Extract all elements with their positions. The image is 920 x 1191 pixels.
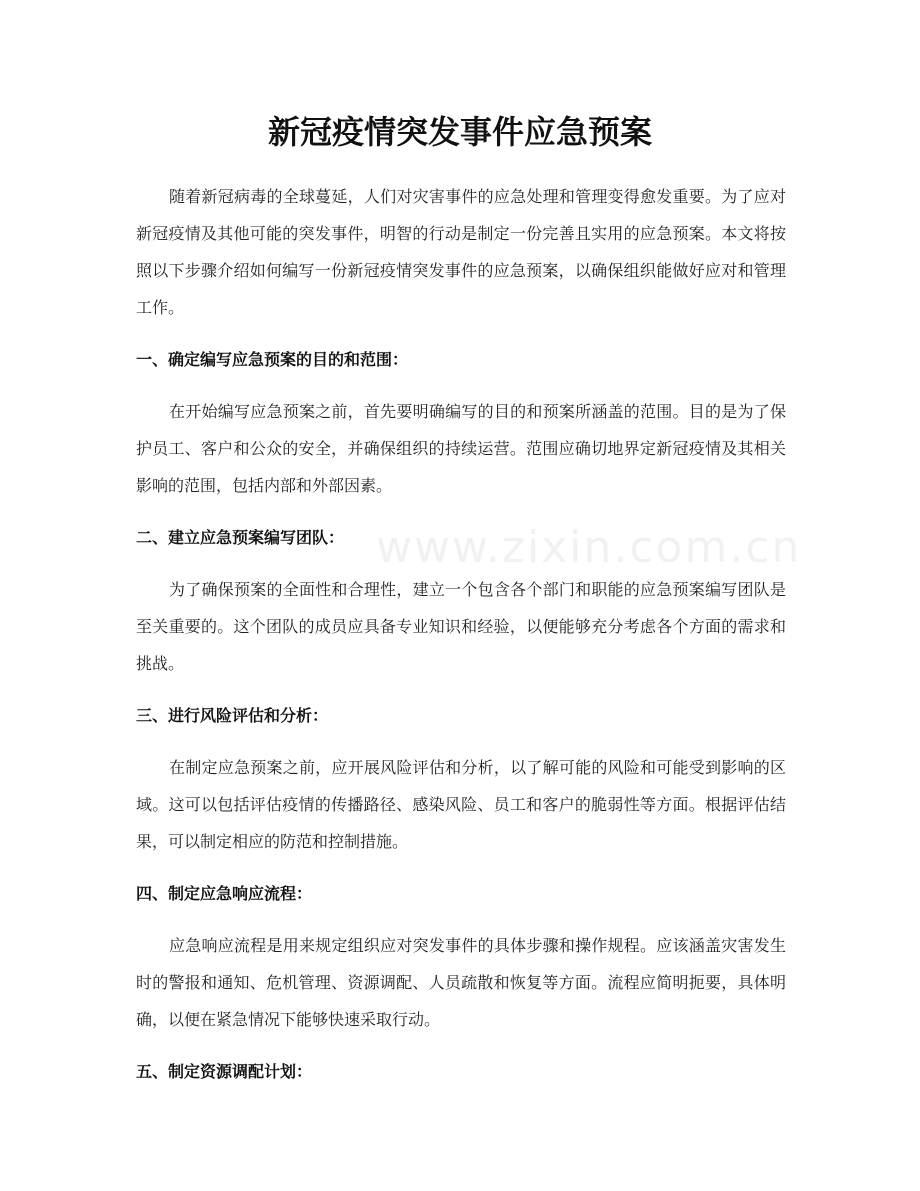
- section-heading-4: 四、制定应急响应流程：: [136, 884, 313, 903]
- section-paragraph-1: 在开始编写应急预案之前，首先要明确编写的目的和预案所涵盖的范围。目的是为了保护员工、客户和公众的安全，并确保组织的持续运营。范围应确切地界定新冠疫情及其相关影响的范围，包括内部和外部因素。: [136, 402, 786, 495]
- section-heading-3: 三、进行风险评估和分析：: [136, 706, 329, 725]
- section-heading-2: 二、建立应急预案编写团队：: [136, 528, 345, 547]
- section-paragraph-3: 在制定应急预案之前，应开展风险评估和分析，以了解可能的风险和可能受到影响的区域。这可以包括评估疫情的传播路径、感染风险、员工和客户的脆弱性等方面。根据评估结果，可以制定相应的防范和控制措施。: [136, 758, 786, 851]
- intro-paragraph: 随着新冠病毒的全球蔓延，人们对灾害事件的应急处理和管理变得愈发重要。为了应对新冠疫情及其他可能的突发事件，明智的行动是制定一份完善且实用的应急预案。本文将按照以下步骤介绍如何编写一份新冠疫情突发事件的应急预案，以确保组织能做好应对和管理工作。: [136, 187, 786, 317]
- section-paragraph-2: 为了确保预案的全面性和合理性，建立一个包含各个部门和职能的应急预案编写团队是至关重要的。这个团队的成员应具备专业知识和经验，以便能够充分考虑各个方面的需求和挑战。: [136, 580, 786, 673]
- section-paragraph-4: 应急响应流程是用来规定组织应对突发事件的具体步骤和操作规程。应该涵盖灾害发生时的警报和通知、危机管理、资源调配、人员疏散和恢复等方面。流程应简明扼要，具体明确，以便在紧急情况下能够快速采取行动。: [136, 936, 786, 1029]
- watermark: www.zixin.com.cn: [376, 522, 802, 573]
- section-heading-5: 五、制定资源调配计划：: [136, 1062, 313, 1081]
- document-title: 新冠疫情突发事件应急预案: [267, 113, 652, 151]
- section-heading-1: 一、确定编写应急预案的目的和范围：: [136, 350, 409, 369]
- document-body: [136, 178, 786, 1090]
